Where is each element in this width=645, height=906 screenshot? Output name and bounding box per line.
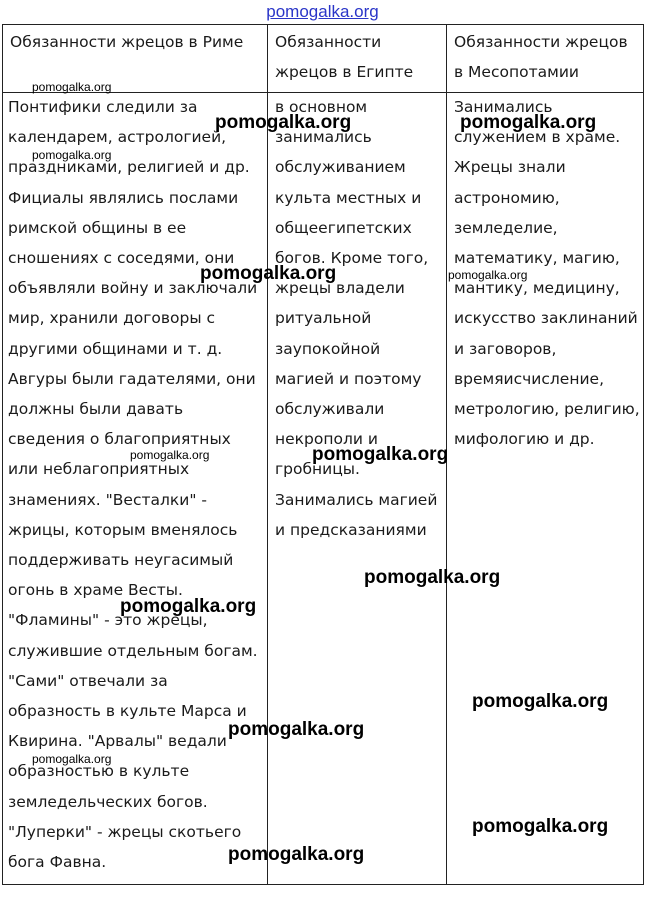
header-egypt: Обязанности жрецов в Египте <box>275 33 414 81</box>
watermark: pomogalka.org <box>312 444 449 465</box>
body-mesopotamia: Занимались служением в храме. Жрецы знали астрономию, земледелие, математику, магию, мантику, медицину, искусство заклинаний и заговоров, времяисчисление, метрологию, религию, мифологию и др. <box>454 98 640 449</box>
watermark: pomogalka.org <box>200 263 337 284</box>
watermark: pomogalka.org <box>460 112 597 133</box>
header-rome: Обязанности жрецов в Риме <box>10 33 244 51</box>
watermark: pomogalka.org <box>32 752 112 766</box>
watermark: pomogalka.org <box>448 268 528 282</box>
header-mesopotamia: Обязанности жрецов в Месопотамии <box>454 33 628 81</box>
watermark: pomogalka.org <box>215 112 352 133</box>
watermark: pomogalka.org <box>472 816 609 837</box>
watermark: pomogalka.org <box>32 148 112 162</box>
watermark: pomogalka.org <box>32 80 112 94</box>
watermark: pomogalka.org <box>120 596 257 617</box>
watermark: pomogalka.org <box>472 691 609 712</box>
body-egypt: в основном занимались обслуживанием культа местных и общеегипетских богов. Кроме того, жрецы владели ритуальной заупокойной магией и поэтому обслуживали некрополи и гробницы. Занимались магией и предсказаниями <box>275 98 438 539</box>
watermark: pomogalka.org <box>228 719 365 740</box>
site-link[interactable]: pomogalka.org <box>266 2 379 21</box>
watermark: pomogalka.org <box>228 844 365 865</box>
column-divider <box>267 25 268 884</box>
watermark: pomogalka.org <box>130 448 210 462</box>
body-rome: Понтифики следили за календарем, астрологией, праздниками, религией и др. Фициалы являлись послами римской общины в ее сношениях с соседями, они объявляли войну и заключали мир, хранили договоры с другими общинами и т. д. Авгуры были гадателями, они должны были давать сведения о благоприятных или неблагоприятных знамениях. "Весталки" - жрицы, которым вменялось поддерживать неугасимый огонь в храме Весты. "Фламины" - это жрецы, служившие отдельным богам. "Сами" отвечали за образность в культе Марса и Квирина. "Арвалы" ведали образностью в культе земледельческих богов. "Луперки" - жрецы скотьего бога Фавна. <box>8 98 258 872</box>
watermark: pomogalka.org <box>364 567 501 588</box>
